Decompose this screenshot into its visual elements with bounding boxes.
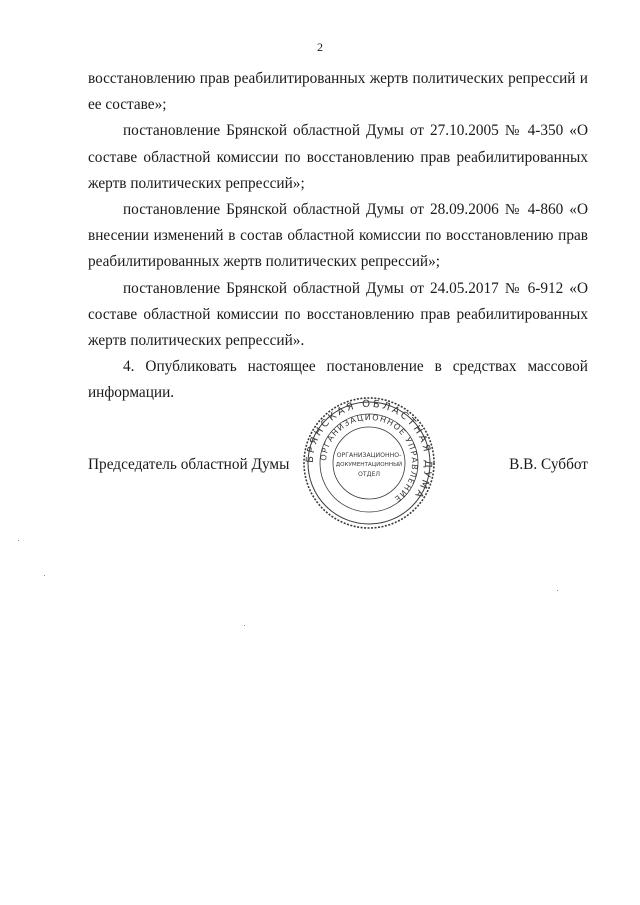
official-stamp [302,396,436,530]
signatory-name: В.В. Суббот [509,456,588,473]
scan-speck [18,540,19,541]
paragraph-publish-clause: 4. Опубликовать настоящее постановление в средствах массовой информации. [88,358,588,402]
stamp-center-line-1: ОРГАНИЗАЦИОННО- [336,452,402,459]
stamp-center-line-2: ДОКУМЕНТАЦИОННЫЙ [335,462,403,468]
stamp-inner-text: ОРГАНИЗАЦИОННОЕ УПРАВЛЕНИЕ [318,412,420,505]
scan-speck [557,590,558,591]
stamp-outer-text: БРЯНСКАЯ ОБЛАСТНАЯ ДУМА [304,398,434,502]
stamp-center-line-3: ОТДЕЛ [357,471,381,478]
scan-speck [44,575,45,576]
signatory-title: Председатель областной Думы [88,456,290,473]
paragraph-resolution-2017: постановление Брянской областной Думы от 24.05.2017 № 6-912 «О составе областной комиссии по восстановлению прав реабилитированных жертв политических репрессий». [88,279,588,350]
scan-speck [244,625,245,626]
paragraph-continuation: восстановлению прав реабилитированных жертв политических репрессий и ее составе»; [88,70,588,114]
paragraph-resolution-2006: постановление Брянской областной Думы от 28.09.2006 № 4-860 «О внесении изменений в состав областной комиссии по восстановлению прав реабилитированных жертв политических репрессий»; [88,201,588,271]
document-body [88,66,588,407]
page-number: 2 [317,40,323,54]
paragraph-resolution-2005: постановление Брянской областной Думы от 27.10.2005 № 4-350 «О составе областной комиссии по восстановлению прав реабилитированных жертв политических репрессий»; [88,122,588,192]
